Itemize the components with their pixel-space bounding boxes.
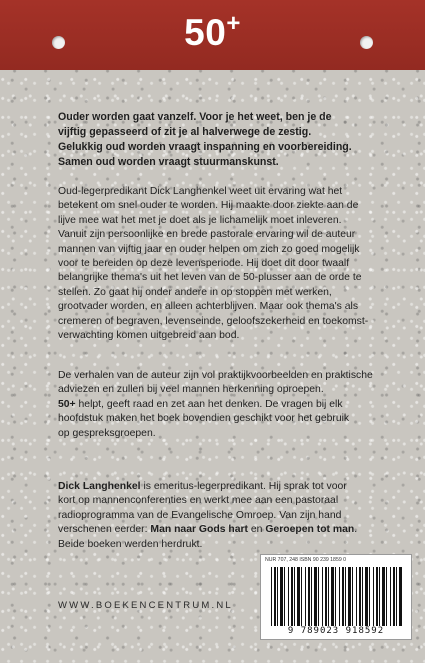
barcode <box>271 567 403 627</box>
description-paragraph: Oud-legerpredikant Dick Langhenkel weet uit ervaring wat het betekent om snel ouder te worden. Hij maakte door ziekte aan de lijve mee wat het met je doet als je lichamelijk moet inleveren. Vanuit zijn persoonlijke en brede pastorale ervaring wil de auteur mannen van vijftig jaar en ouder helpen om zich zo goed mogelijk voor te bereiden op deze levensperiode. Hij doet dit door twaalf belangrijke thema's uit het leven van de 50-plusser aan de orde te stellen. Zo gaat hij onder andere in op stoppen met werken, grootvader worden, en alleen achterblijven. Maar ook thema's als cremeren of begraven, levenseinde, geloofszekerheid en toekomst- verwachting komen uitgebreid aan bod. <box>58 186 369 342</box>
cover-title: 50+ <box>184 10 241 53</box>
author-bio-paragraph: Dick Langhenkel is emeritus-legerpredikant. Hij sprak tot voor kort op mannenconferenties en werkt mee aan een pastoraal radioprogramma van de Evangelische Omroep. Van zijn hand verschenen eerder: Man naar Gods hart en Geroepen tot man. Beide boeken werden herdrukt. <box>58 481 358 550</box>
author-name: Dick Langhenkel <box>58 481 141 492</box>
intro-paragraph: Ouder worden gaat vanzelf. Voor je het weet, ben je de vijftig gepasseerd of zit je al halverwege de zestig. Gelukkig oud worden vraagt inspanning en voorbereiding. Samen oud worden vraagt stuurmanskunst. <box>58 111 352 168</box>
publisher-website: WWW.BOEKENCENTRUM.NL <box>58 600 233 611</box>
barcode-label <box>260 554 412 640</box>
barcode-digits: 9 789023 918592 <box>263 626 409 636</box>
book-title-1: Man naar Gods hart <box>150 524 248 536</box>
header-bar <box>0 0 425 70</box>
book-title-2: Geroepen tot man <box>265 524 355 536</box>
advice-paragraph: De verhalen van de auteur zijn vol praktijkvoorbeelden en praktische adviezen en zullen bij veel mannen herkenning oproepen. 50+ helpt, geeft raad en zet aan het denken. De vragen bij elk hoofdstuk maken het boek bovendien geschikt voor het gebruik op gespreksgroepen. <box>58 370 373 439</box>
isbn-line: NUR 707, 248 ISBN 90 239 1859 0 <box>265 557 347 563</box>
